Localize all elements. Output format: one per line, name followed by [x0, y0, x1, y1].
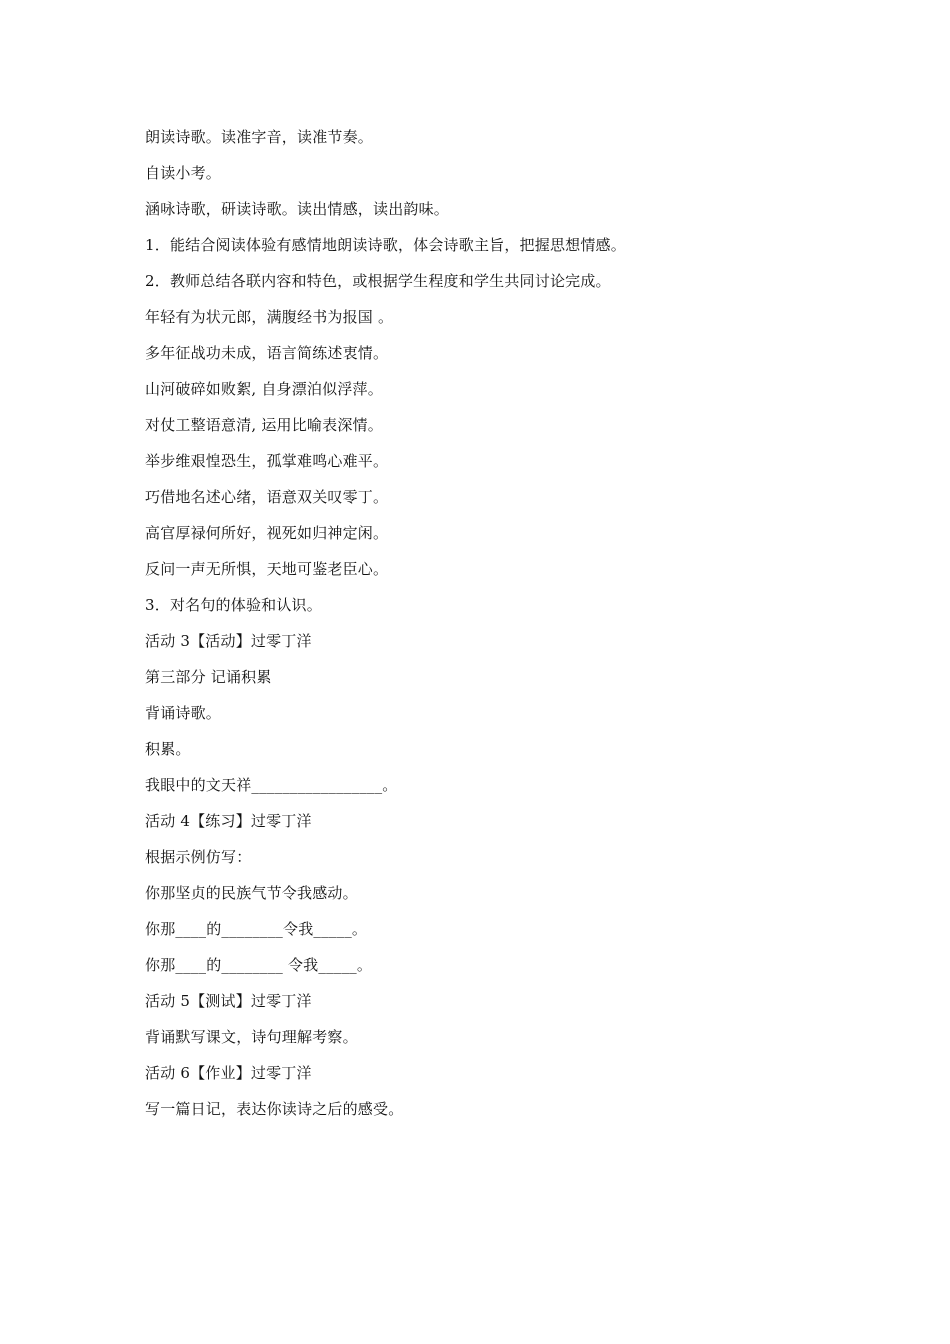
- text-line: 涵咏诗歌，研读诗歌。读出情感，读出韵味。: [145, 200, 450, 218]
- text-line: 朗读诗歌。读准字音，读准节奏。: [145, 128, 374, 146]
- activity-heading: 活动 6【作业】过零丁洋: [145, 1064, 312, 1082]
- activity-heading: 活动 3【活动】过零丁洋: [145, 632, 312, 650]
- text-line: 背诵默写课文，诗句理解考察。: [145, 1028, 358, 1046]
- poem-line: 多年征战功未成，语言简练述衷情。: [145, 344, 389, 362]
- poem-line: 举步维艰惶恐生，孤掌难鸣心难平。: [145, 452, 389, 470]
- activity-heading: 活动 4【练习】过零丁洋: [145, 812, 312, 830]
- text-line: 背诵诗歌。: [145, 704, 222, 722]
- example-line: 你那坚贞的民族气节令我感动。: [145, 884, 358, 902]
- poem-line: 年轻有为状元郎，满腹经书为报国 。: [145, 308, 394, 326]
- fill-in-line: 你那____的________令我_____。: [145, 920, 368, 938]
- poem-line: 巧借地名述心绪，语意双关叹零丁。: [145, 488, 389, 506]
- fill-in-line: 你那____的________ 令我_____。: [145, 956, 373, 974]
- poem-line: 高官厚禄何所好，视死如归神定闲。: [145, 524, 389, 542]
- activity-heading: 活动 5【测试】过零丁洋: [145, 992, 312, 1010]
- fill-in-line: 我眼中的文天祥_________________。: [145, 776, 398, 794]
- poem-line: 反问一声无所惧，天地可鉴老臣心。: [145, 560, 389, 578]
- text-line: 写一篇日记，表达你读诗之后的感受。: [145, 1100, 404, 1118]
- text-line: 积累。: [145, 740, 191, 758]
- text-line: 根据示例仿写：: [145, 848, 252, 866]
- poem-line: 对仗工整语意清, 运用比喻表深情。: [145, 416, 383, 434]
- poem-line: 山河破碎如败絮, 自身漂泊似浮萍。: [145, 380, 383, 398]
- text-line: 自读小考。: [145, 164, 222, 182]
- text-line: 1．能结合阅读体验有感情地朗读诗歌，体会诗歌主旨，把握思想情感。: [145, 236, 626, 254]
- text-line: 2．教师总结各联内容和特色，或根据学生程度和学生共同讨论完成。: [145, 272, 611, 290]
- section-heading: 第三部分 记诵积累: [145, 668, 272, 686]
- document-body: [145, 124, 845, 1132]
- text-line: 3．对名句的体验和认识。: [145, 596, 322, 614]
